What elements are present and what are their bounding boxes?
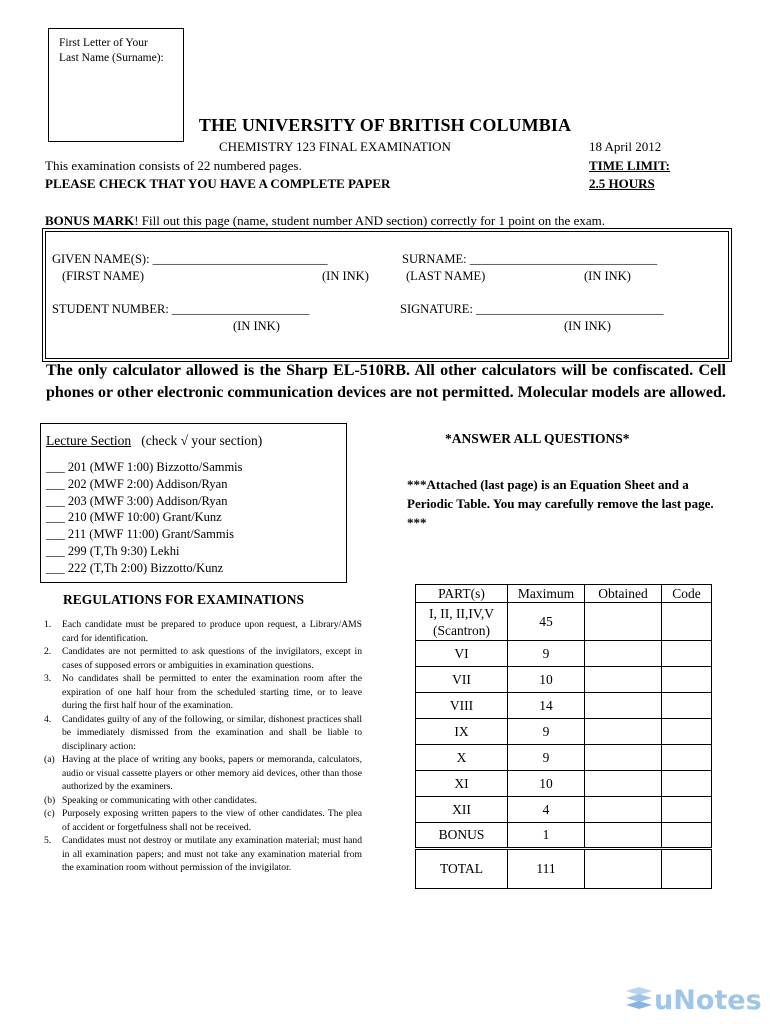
books-icon xyxy=(624,987,654,1013)
score-max: 1 xyxy=(508,823,585,849)
regulations-title: REGULATIONS FOR EXAMINATIONS xyxy=(63,592,305,607)
score-code[interactable] xyxy=(662,823,712,849)
score-code[interactable] xyxy=(662,797,712,823)
score-code[interactable] xyxy=(662,745,712,771)
table-row xyxy=(416,719,712,745)
bonus-mark-line xyxy=(45,212,605,229)
regulation-item: (c) Purposely exposing written papers to the view of other candidates. The plea of accident or forgetfulness shall not be received. xyxy=(44,808,362,833)
lecture-section-option[interactable]: ___ 210 (MWF 10:00) Grant/Kunz xyxy=(46,510,222,525)
table-row xyxy=(416,693,712,719)
score-obtained[interactable] xyxy=(585,719,662,745)
score-max: 45 xyxy=(508,603,585,641)
lecture-section-box xyxy=(40,423,347,583)
given-name-field[interactable]: GIVEN NAME(S): ____________________________ xyxy=(52,252,328,266)
bonus-mark-text: ! Fill out this page (name, student number AND section) correctly for 1 point on the exam. xyxy=(134,213,605,228)
score-part: I, II, II,IV,V (Scantron) xyxy=(416,603,508,641)
score-max: 10 xyxy=(508,667,585,693)
score-total-code[interactable] xyxy=(662,849,712,889)
score-total-max: 111 xyxy=(508,849,585,889)
score-total-obtained[interactable] xyxy=(585,849,662,889)
score-obtained[interactable] xyxy=(585,603,662,641)
exam-title: CHEMISTRY 123 FINAL EXAMINATION xyxy=(219,139,451,154)
score-part: VIII xyxy=(416,693,508,719)
first-name-caption: (FIRST NAME) xyxy=(62,269,145,283)
lecture-section-instruction: (check √ your section) xyxy=(141,433,263,448)
score-header-part: PART(s) xyxy=(416,585,508,603)
score-table xyxy=(415,584,712,889)
lecture-section-option[interactable]: ___ 201 (MWF 1:00) Bizzotto/Sammis xyxy=(46,460,243,474)
score-part: XII xyxy=(416,797,508,823)
score-code[interactable] xyxy=(662,667,712,693)
regulation-item: 4. Candidates guilty of any of the following, or similar, dishonest practices shall be immediately dismissed from the examination and shall be liable to disciplinary action: xyxy=(44,713,362,752)
score-part: VII xyxy=(416,667,508,693)
lecture-section-list xyxy=(46,459,243,577)
table-row xyxy=(416,771,712,797)
lecture-section-option[interactable]: ___ 202 (MWF 2:00) Addison/Ryan xyxy=(46,476,228,491)
score-code[interactable] xyxy=(662,603,712,641)
surname-ink-caption: (IN INK) xyxy=(584,269,631,283)
signature-ink-caption: (IN INK) xyxy=(564,319,611,333)
score-total-label: TOTAL xyxy=(416,849,508,889)
lecture-section-option[interactable]: ___ 222 (T,Th 2:00) Bizzotto/Kunz xyxy=(46,560,224,575)
score-part: BONUS xyxy=(416,823,508,849)
watermark-text: uNotes xyxy=(654,985,762,1016)
table-row xyxy=(416,667,712,693)
table-row-total xyxy=(416,849,712,889)
score-header-maximum: Maximum xyxy=(508,585,585,603)
score-code[interactable] xyxy=(662,719,712,745)
signature-field[interactable]: SIGNATURE: ______________________________ xyxy=(400,302,664,316)
lecture-section-option[interactable]: ___ 203 (MWF 3:00) Addison/Ryan xyxy=(46,493,228,508)
score-part: VI xyxy=(416,641,508,667)
score-max: 9 xyxy=(508,745,585,771)
student-number-ink-caption: (IN INK) xyxy=(233,319,280,333)
score-code[interactable] xyxy=(662,693,712,719)
score-max: 9 xyxy=(508,719,585,745)
time-limit-hours: 2.5 HOURS xyxy=(589,176,655,191)
student-number-field[interactable]: STUDENT NUMBER: ______________________ xyxy=(52,302,310,316)
score-header-code: Code xyxy=(662,585,712,603)
unotes-logo xyxy=(624,985,762,1016)
score-obtained[interactable] xyxy=(585,771,662,797)
surname-field[interactable]: SURNAME: ______________________________ xyxy=(402,252,658,266)
regulation-item: (a) Having at the place of writing any books, papers or memoranda, calculators, audio or visual cassette players or other memory aid devices, other than those authorized by the examiners. xyxy=(44,754,362,792)
exam-date: 18 April 2012 xyxy=(589,139,662,154)
regulation-item: 2. Candidates are not permitted to ask questions of the invigilators, except in cases of supposed errors or ambiguities in examination questions. xyxy=(44,646,362,671)
score-obtained[interactable] xyxy=(585,693,662,719)
table-row xyxy=(416,603,712,641)
complete-paper-notice: PLEASE CHECK THAT YOU HAVE A COMPLETE PAPER xyxy=(45,176,391,191)
score-part: IX xyxy=(416,719,508,745)
answer-all-notice: *ANSWER ALL QUESTIONS* xyxy=(445,431,630,446)
lecture-section-title: Lecture Section xyxy=(46,433,132,448)
lecture-section-option[interactable]: ___ 299 (T,Th 9:30) Lekhi xyxy=(46,543,180,558)
score-obtained[interactable] xyxy=(585,797,662,823)
score-max: 4 xyxy=(508,797,585,823)
time-limit-label: TIME LIMIT: xyxy=(589,158,671,173)
table-row xyxy=(416,823,712,849)
score-obtained[interactable] xyxy=(585,745,662,771)
score-part: XI xyxy=(416,771,508,797)
page-count: This examination consists of 22 numbered pages. xyxy=(45,158,302,173)
regulation-item: (b) Speaking or communicating with other candidates. xyxy=(44,794,258,806)
table-row xyxy=(416,745,712,771)
regulations-list xyxy=(44,618,362,875)
attached-sheet-note: ***Attached (last page) is an Equation Sheet and a Periodic Table. You may carefully remove the last page. *** xyxy=(407,477,714,530)
score-obtained[interactable] xyxy=(585,667,662,693)
table-row xyxy=(416,641,712,667)
lecture-section-heading xyxy=(46,433,262,449)
regulation-item: 1. Each candidate must be prepared to produce upon request, a Library/AMS card for identification. xyxy=(44,619,362,644)
score-part: X xyxy=(416,745,508,771)
score-code[interactable] xyxy=(662,641,712,667)
regulation-item: 5. Candidates must not destroy or mutilate any examination material; must hand in all examination papers; and must not take any examination material from the examination room without permission of the invigilator. xyxy=(44,835,362,873)
given-name-ink-caption: (IN INK) xyxy=(322,269,369,283)
lecture-section-option[interactable]: ___ 211 (MWF 11:00) Grant/Sammis xyxy=(46,527,234,542)
score-code[interactable] xyxy=(662,771,712,797)
regulation-item: 3. No candidates shall be permitted to enter the examination room after the expiration of one half hour from the scheduled starting time, or to leave during the first half hour of the examination. xyxy=(44,673,362,711)
score-obtained[interactable] xyxy=(585,641,662,667)
last-name-caption: (LAST NAME) xyxy=(406,269,486,283)
score-obtained[interactable] xyxy=(585,823,662,849)
surname-initial-label: First Letter of Your Last Name (Surname): xyxy=(59,37,164,64)
table-row xyxy=(416,797,712,823)
calculator-notice: The only calculator allowed is the Sharp EL-510RB. All other calculators will be confiscated. Cell phones or other electronic communication devices are not permitted. Molecular models are allowed. xyxy=(46,362,726,401)
score-max: 14 xyxy=(508,693,585,719)
university-title: THE UNIVERSITY OF BRITISH COLUMBIA xyxy=(198,115,572,135)
score-max: 9 xyxy=(508,641,585,667)
score-header-obtained: Obtained xyxy=(585,585,662,603)
student-id-box xyxy=(42,228,732,362)
bonus-mark-label: BONUS MARK xyxy=(45,213,135,228)
score-max: 10 xyxy=(508,771,585,797)
